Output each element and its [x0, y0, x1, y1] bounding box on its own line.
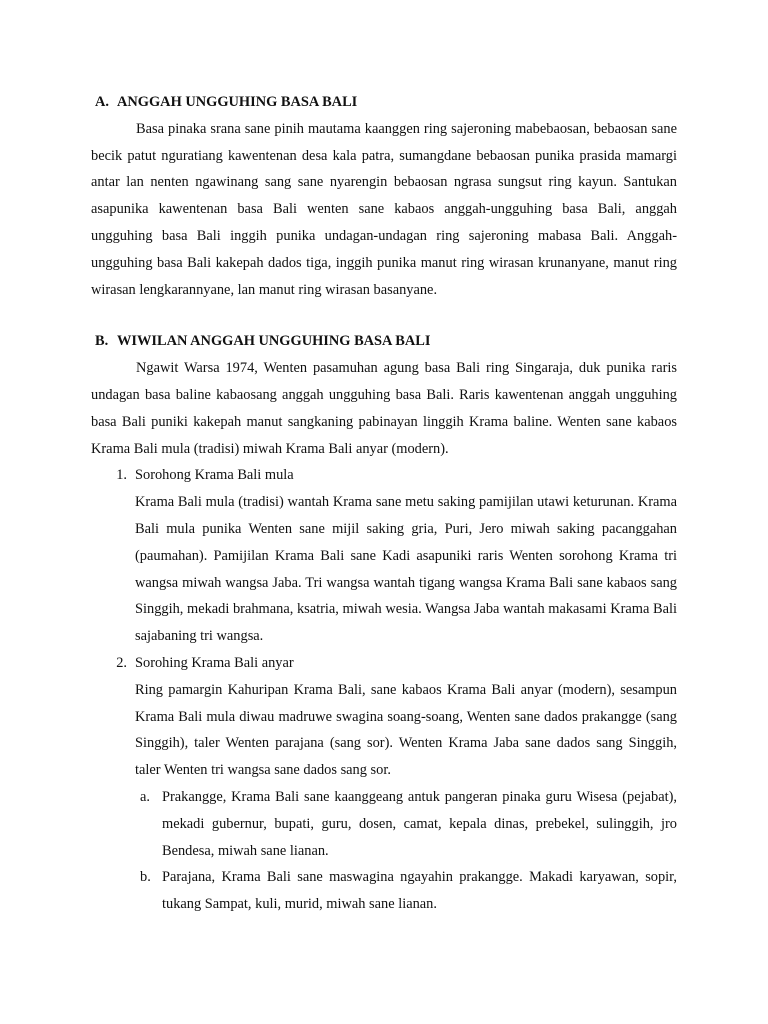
section-b-title: WIWILAN ANGGAH UNGGUHING BASA BALI: [117, 333, 431, 350]
sub-item-a: [135, 784, 677, 864]
sub-item-b-text: Parajana, Krama Bali sane maswagina ngayahin prakangge. Makadi karyawan, sopir, tukang Sampat, kuli, murid, miwah sane lianan.: [162, 869, 677, 913]
list-item-1: [91, 462, 677, 489]
list-item-2-text: Ring pamargin Kahuripan Krama Bali, sane kabaos Krama Bali anyar (modern), sesampun Krama Bali mula diwau madruwe swagina soang-soang, Wenten sane dados prakangge (sang Singgih), taler Wenten parajana (sang sor). Wenten Krama Jaba sane dados sang Singgih, taler Wenten tri wangsa sane dados sang sor.: [135, 681, 677, 779]
section-a-heading: [91, 89, 677, 116]
list-item-2-number: 2.: [116, 654, 127, 671]
section-b-number: B.: [95, 333, 109, 350]
sub-item-a-text: Prakangge, Krama Bali sane kaanggeang antuk pangeran pinaka guru Wisesa (pejabat), mekadi gubernur, bupati, guru, dosen, camat, kepala dinas, prebekel, sulinggih, jro Bendesa, miwah sane lianan.: [162, 788, 677, 859]
list-item-2-label: Sorohing Krama Bali anyar: [135, 654, 294, 671]
section-a-paragraph: Basa pinaka srana sane pinih mautama kaanggen ring sajeroning mabebaosan, bebaosan sane becik patut nguratiang kawentenan desa kala patra, sumangdane bebaosan punika prasida mamargi antar lan nenten ngawinang sang sane nyarengin bebaosan ngrasa sungsut ring kayun. Santukan asapunika kawentenan basa Bali wenten sane kabaos anggah-ungguhing basa Bali, anggah ungguhing basa Bali inggih punika undagan-undagan ring sajeroning mabasa Bali. Anggah-ungguhing basa Bali kakepah dados tiga, inggih punika manut ring wirasan krunanyane, manut ring wirasan lengkarannyane, lan manut ring wirasan basanyane.: [91, 120, 677, 298]
list-item-1-text: Krama Bali mula (tradisi) wantah Krama sane metu saking pamijilan utawi keturunan. Krama Bali mula punika Wenten sane mijil saking gria, Puri, Jero miwah saking pacanggahan (paumahan). Pamijilan Krama Bali sane Kadi asapuniki raris Wenten sorohong Krama tri wangsa miwah wangsa Jaba. Tri wangsa wantah tigang wangsa Krama Bali sane kabaos sang Singgih, mekadi brahmana, ksatria, miwah wesia. Wangsa Jaba wantah makasami Krama Bali sajabaning tri wangsa.: [135, 494, 677, 645]
list-item-2: [91, 650, 677, 677]
section-a-title: ANGGAH UNGGUHING BASA BALI: [117, 94, 358, 110]
sub-item-b: [135, 864, 677, 918]
list-item-1-number: 1.: [116, 467, 127, 484]
sub-item-a-number: a.: [140, 788, 150, 805]
section-b-paragraph: Ngawit Warsa 1974, Wenten pasamuhan agung basa Bali ring Singaraja, duk punika raris undagan basa baline kabaosang anggah ungguhing basa Bali. Raris kawentenan anggah ungguhing basa Bali puniki kakepah manut sangkaning pabinayan linggih Krama baline. Wenten sane kabaos Krama Bali mula (tradisi) miwah Krama Bali anyar (modern).: [91, 360, 677, 457]
list-item-1-label: Sorohong Krama Bali mula: [135, 467, 294, 484]
sub-item-b-number: b.: [140, 869, 151, 886]
section-a-number: A.: [95, 94, 109, 110]
section-gap: [91, 303, 677, 328]
section-b-heading: [91, 328, 677, 355]
